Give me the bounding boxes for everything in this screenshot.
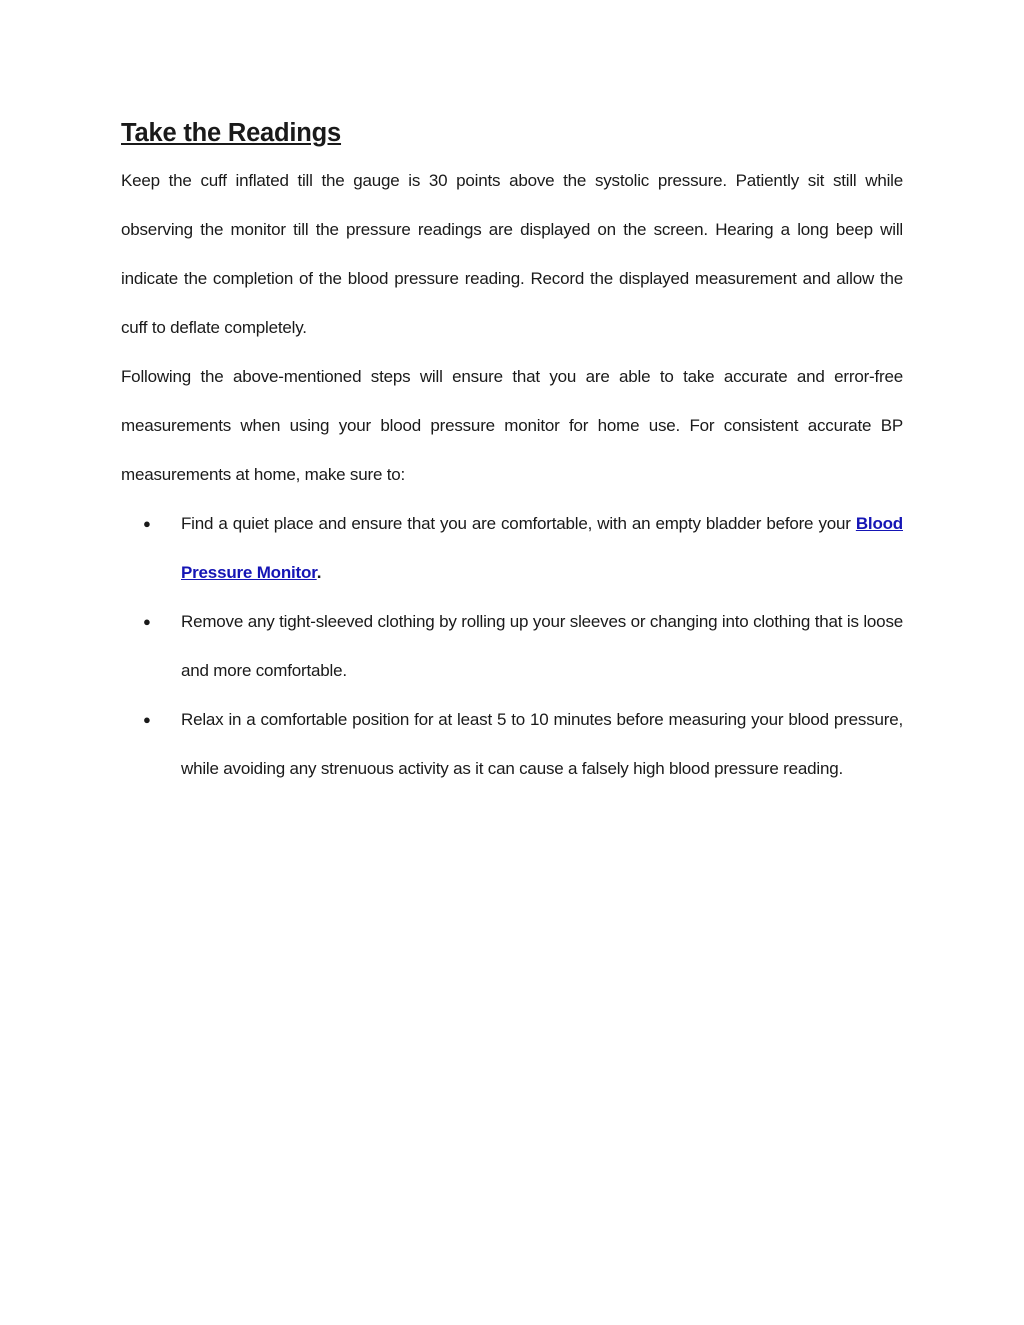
document-page [121, 110, 903, 793]
list-item [121, 499, 903, 597]
paragraph-following-steps: Following the above-mentioned steps will ensure that you are able to take accurate and error-free measurements when using your blood pressure monitor for home use. For consistent accurate BP measurements at home, make sure to: [121, 367, 903, 484]
blood-pressure-monitor-link[interactable]: Blood Pressure Monitor [181, 514, 903, 582]
bullet-icon: ● [143, 712, 151, 727]
list-item-text: Relax in a comfortable position for at least 5 to 10 minutes before measuring your blood pressure, while avoiding any strenuous activity as it can cause a falsely high blood pressure reading. [181, 710, 903, 778]
list-item [121, 695, 903, 793]
bullet-icon: ● [143, 614, 151, 629]
bullet-icon: ● [143, 516, 151, 531]
list-item [121, 597, 903, 695]
list-item-text: Find a quiet place and ensure that you are comfortable, with an empty bladder before your [181, 514, 856, 533]
tips-list [121, 499, 903, 793]
paragraph-take-readings: Keep the cuff inflated till the gauge is 30 points above the systolic pressure. Patiently sit still while observing the monitor till the pressure readings are displayed on the screen. Hearing a long beep will indicate the completion of the blood pressure reading. Record the displayed measurement and allow the cuff to deflate completely. [121, 171, 903, 337]
list-item-suffix: . [316, 563, 322, 582]
section-heading: Take the Readings [121, 119, 342, 147]
list-item-text: Remove any tight-sleeved clothing by rolling up your sleeves or changing into clothing that is loose and more comfortable. [181, 612, 903, 680]
